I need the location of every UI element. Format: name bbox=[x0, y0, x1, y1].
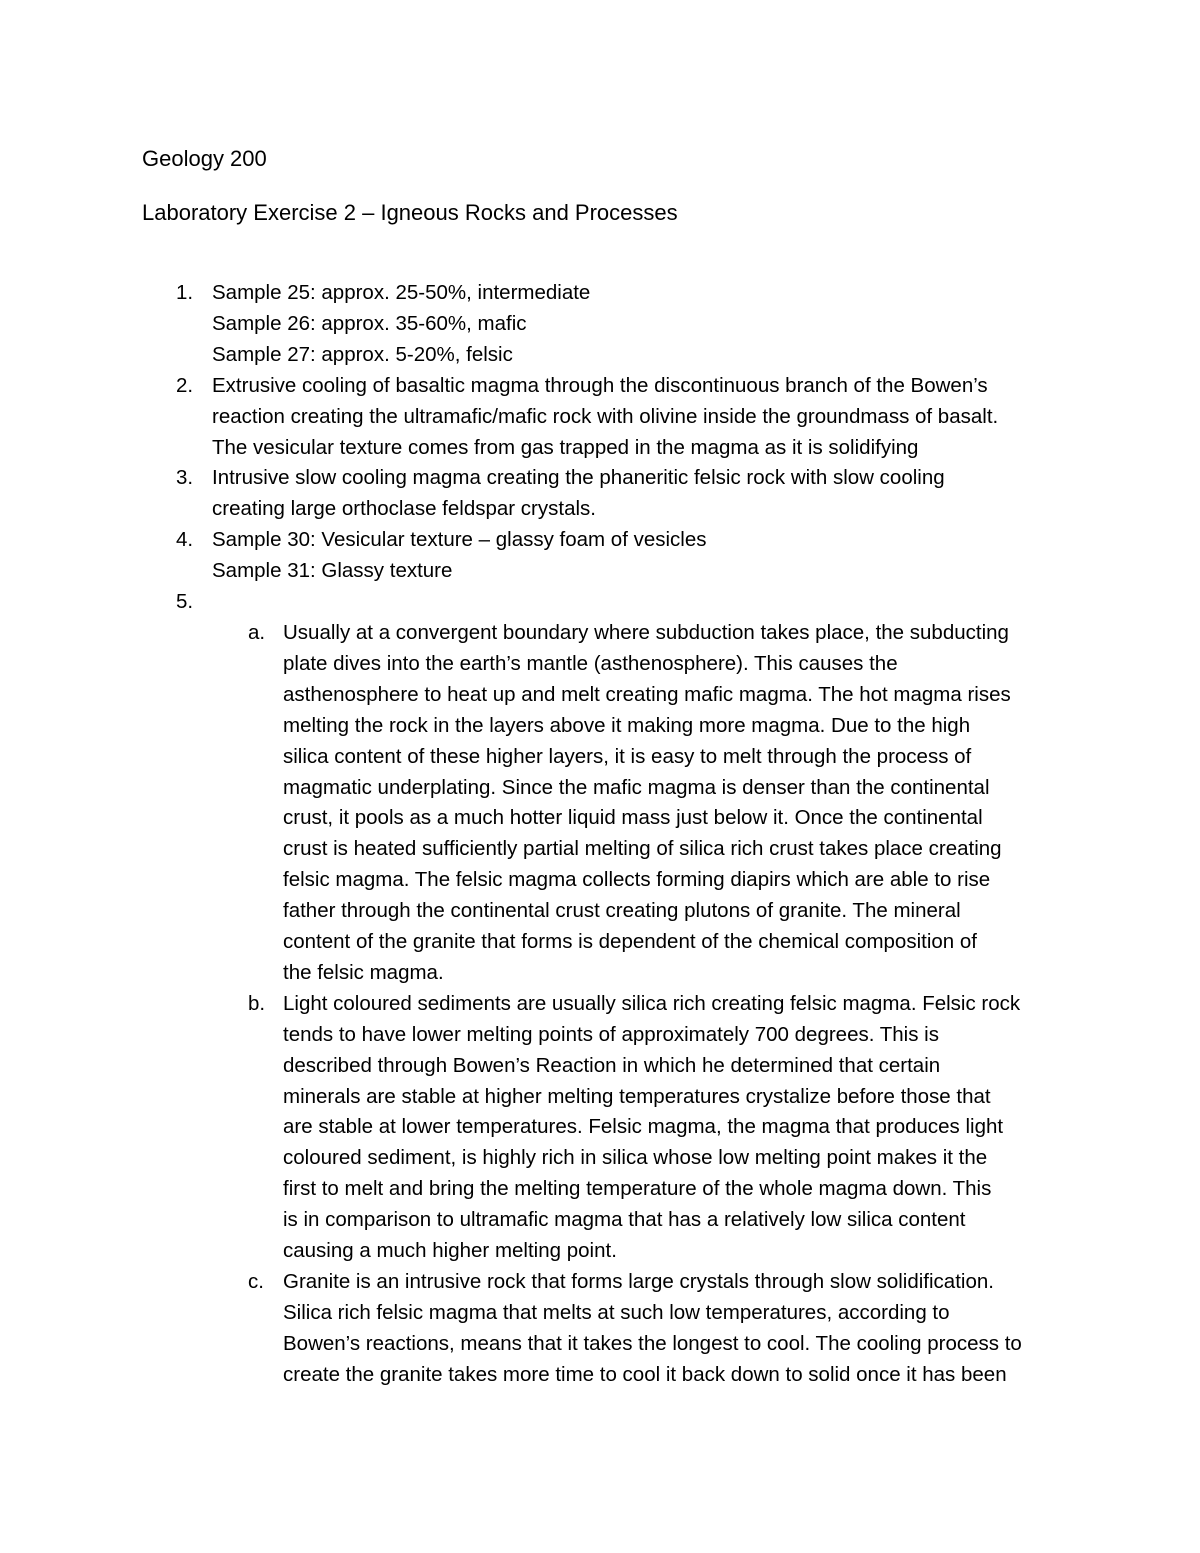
item-number: 2. bbox=[176, 373, 194, 397]
text-line: Usually at a convergent boundary where subduction takes place, the subducting bbox=[283, 620, 1009, 644]
list-item-4 bbox=[142, 525, 1082, 587]
text-line: crust, it pools as a much hotter liquid mass just below it. Once the continental bbox=[283, 806, 983, 830]
sub-item-b bbox=[142, 989, 1082, 1267]
text-line: is in comparison to ultramafic magma that has a relatively low silica content bbox=[283, 1208, 966, 1232]
text-line: Sample 25: approx. 25-50%, intermediate bbox=[212, 281, 591, 304]
text-line: Extrusive cooling of basaltic magma through the discontinuous branch of the Bowen’s bbox=[212, 373, 988, 397]
sub-item-letter: b. bbox=[248, 991, 266, 1015]
list-item-1 bbox=[142, 278, 1082, 371]
text-line: first to melt and bring the melting temperature of the whole magma down. This bbox=[283, 1177, 992, 1201]
text-line: Granite is an intrusive rock that forms large crystals through slow solidification. bbox=[283, 1270, 994, 1293]
text-line: creating large orthoclase feldspar crystals. bbox=[212, 497, 596, 521]
text-line: melting the rock in the layers above it making more magma. Due to the high bbox=[283, 713, 971, 737]
text-line: are stable at lower temperatures. Felsic magma, the magma that produces light bbox=[283, 1115, 1004, 1139]
text-line: reaction creating the ultramafic/mafic rock with olivine inside the groundmass of basalt. bbox=[212, 404, 999, 428]
answer-list bbox=[142, 278, 1082, 1391]
text-line: Silica rich felsic magma that melts at such low temperatures, according to bbox=[283, 1300, 950, 1324]
text-line: the felsic magma. bbox=[283, 960, 444, 984]
item-number: 5. bbox=[176, 590, 194, 614]
text-line: coloured sediment, is highly rich in silica whose low melting point makes it the bbox=[283, 1146, 988, 1170]
text-line: create the granite takes more time to cool it back down to solid once it has been bbox=[283, 1362, 1007, 1386]
text-line: content of the granite that forms is dependent of the chemical composition of bbox=[283, 930, 977, 954]
item-number: 3. bbox=[176, 466, 194, 490]
text-line: Sample 30: Vesicular texture – glassy foam of vesicles bbox=[212, 528, 707, 552]
text-line: crust is heated sufficiently partial melting of silica rich crust takes place creating bbox=[283, 837, 1002, 861]
text-line: Light coloured sediments are usually silica rich creating felsic magma. Felsic rock bbox=[283, 991, 1021, 1015]
empty-line bbox=[212, 587, 1082, 618]
text-line: Bowen’s reactions, means that it takes the longest to cool. The cooling process to bbox=[283, 1331, 1022, 1355]
text-line: described through Bowen’s Reaction in which he determined that certain bbox=[283, 1053, 941, 1077]
text-line: tends to have lower melting points of approximately 700 degrees. This is bbox=[283, 1022, 939, 1046]
text-line: asthenosphere to heat up and melt creating mafic magma. The hot magma rises bbox=[283, 682, 1011, 706]
list-item-5 bbox=[142, 587, 1082, 618]
sub-item-c bbox=[142, 1267, 1082, 1391]
sub-item-a bbox=[142, 618, 1082, 989]
sub-item-letter: c. bbox=[248, 1270, 264, 1293]
text-line: The vesicular texture comes from gas trapped in the magma as it is solidifying bbox=[212, 435, 919, 459]
text-line: father through the continental crust creating plutons of granite. The mineral bbox=[283, 899, 961, 923]
text-line: Intrusive slow cooling magma creating the phaneritic felsic rock with slow cooling bbox=[212, 466, 945, 490]
text-line: causing a much higher melting point. bbox=[283, 1239, 617, 1263]
text-line: plate dives into the earth’s mantle (asthenosphere). This causes the bbox=[283, 651, 898, 675]
text-line: minerals are stable at higher melting temperatures crystalize before those that bbox=[283, 1084, 991, 1108]
list-item-3 bbox=[142, 463, 1082, 525]
sub-item-letter: a. bbox=[248, 620, 266, 644]
list-item-2 bbox=[142, 371, 1082, 464]
text-line: felsic magma. The felsic magma collects forming diapirs which are able to rise bbox=[283, 868, 991, 892]
text-line: Sample 26: approx. 35-60%, mafic bbox=[212, 311, 527, 335]
lab-title: Laboratory Exercise 2 – Igneous Rocks and Processes bbox=[142, 200, 678, 225]
text-line: Sample 31: Glassy texture bbox=[212, 559, 453, 583]
text-line: magmatic underplating. Since the mafic magma is denser than the continental bbox=[283, 775, 990, 799]
item-number: 4. bbox=[176, 528, 194, 552]
item-number: 1. bbox=[176, 281, 194, 304]
text-line: Sample 27: approx. 5-20%, felsic bbox=[212, 342, 513, 366]
course-title: Geology 200 bbox=[142, 146, 267, 171]
text-line: silica content of these higher layers, it is easy to melt through the process of bbox=[283, 744, 972, 768]
